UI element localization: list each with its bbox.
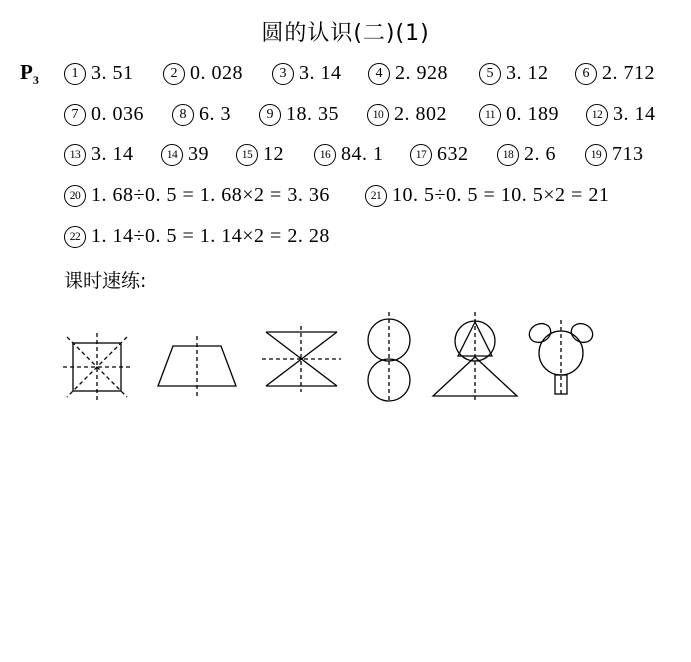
- page-title: 圆的认识(二)(1): [261, 21, 430, 46]
- circled-number: 1: [64, 63, 86, 85]
- answer-text: 3. 14: [91, 143, 134, 165]
- circled-number: 5: [479, 63, 501, 85]
- answer-text: 84. 1: [341, 143, 384, 165]
- circled-number: 20: [64, 185, 86, 207]
- circled-number: 17: [410, 144, 432, 166]
- answer-text: 6. 3: [199, 103, 231, 125]
- circled-number: 2: [163, 63, 185, 85]
- figure-mouse-face-axis: [526, 320, 596, 394]
- answer-text: 3. 14: [299, 62, 342, 84]
- answer-text: 10. 5÷0. 5 = 10. 5×2 = 21: [392, 184, 610, 206]
- circled-number: 13: [64, 144, 86, 166]
- circled-number: 21: [365, 185, 387, 207]
- answer-text: 2. 802: [394, 103, 447, 125]
- answer-text: 3. 14: [613, 103, 656, 125]
- answer-text: 1. 14÷0. 5 = 1. 14×2 = 2. 28: [91, 225, 330, 247]
- circled-number: 3: [272, 63, 294, 85]
- answer-text: 2. 928: [395, 62, 448, 84]
- answer-text: 3. 12: [506, 62, 549, 84]
- answer-text: 713: [612, 143, 644, 165]
- circled-number: 16: [314, 144, 336, 166]
- section-label: 课时速练:: [64, 270, 147, 292]
- circled-number: 10: [367, 104, 389, 126]
- circled-number: 6: [575, 63, 597, 85]
- answer-text: 12: [263, 143, 284, 165]
- circled-number: 7: [64, 104, 86, 126]
- answer-text: 0. 189: [506, 103, 559, 125]
- circled-number: 15: [236, 144, 258, 166]
- figure-square-axes: [63, 333, 131, 401]
- answer-text: 2. 712: [602, 62, 655, 84]
- circled-number: 19: [585, 144, 607, 166]
- answer-text: 0. 028: [190, 62, 243, 84]
- circled-number: 4: [368, 63, 390, 85]
- circled-number: 14: [161, 144, 183, 166]
- page-number-label: $P_3$: [20, 60, 39, 88]
- answer-text: 632: [437, 143, 469, 165]
- answer-text: 18. 35: [286, 103, 339, 125]
- figure-circle-triangle-axis: [433, 312, 517, 402]
- answer-text: 3. 51: [91, 62, 134, 84]
- figure-trapezoid-axis: [158, 336, 236, 396]
- answer-text: 0. 036: [91, 103, 144, 125]
- circled-number: 12: [586, 104, 608, 126]
- circled-number: 18: [497, 144, 519, 166]
- circled-number: 22: [64, 226, 86, 248]
- circled-number: 8: [172, 104, 194, 126]
- answer-text: 1. 68÷0. 5 = 1. 68×2 = 3. 36: [91, 184, 330, 206]
- answer-text: 39: [188, 143, 209, 165]
- circled-number: 11: [479, 104, 501, 126]
- figure-hourglass-axes: [262, 326, 341, 392]
- circled-number: 9: [259, 104, 281, 126]
- answer-text: 2. 6: [524, 143, 556, 165]
- figure-two-circles-axis: [368, 312, 410, 402]
